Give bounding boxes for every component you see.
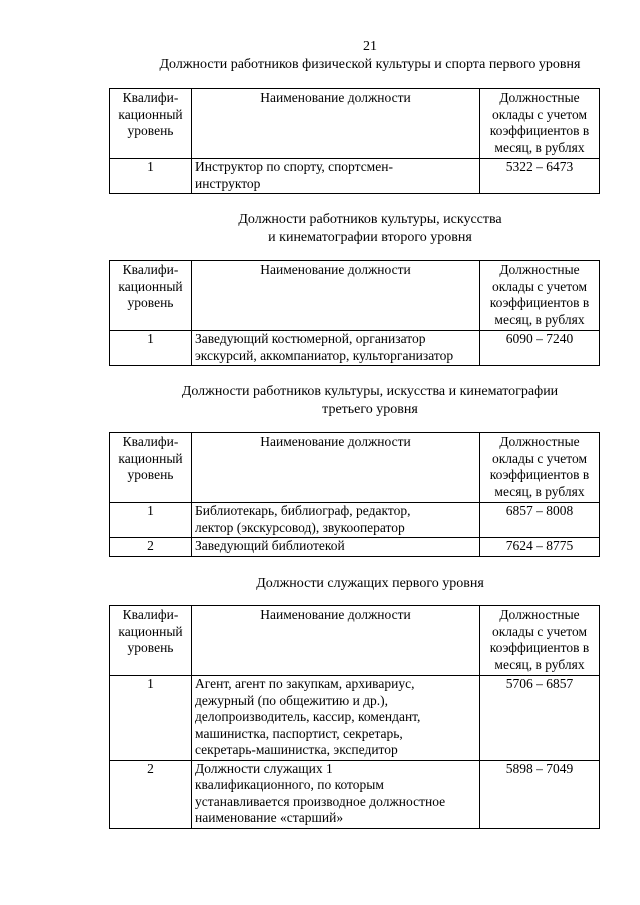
level-cell: 2 [110, 538, 192, 557]
table-row [110, 676, 600, 761]
header-name: Наименование должности [192, 606, 480, 676]
section-title [60, 56, 640, 74]
header-name: Наименование должности [192, 89, 480, 159]
salary-cell: 5322 – 6473 [480, 159, 600, 194]
salary-table [109, 88, 600, 194]
header-name: Наименование должности [192, 261, 480, 331]
salary-cell: 5898 – 7049 [480, 760, 600, 828]
header-name: Наименование должности [192, 433, 480, 503]
salary-cell: 6857 – 8008 [480, 503, 600, 538]
salary-cell: 6090 – 7240 [480, 331, 600, 366]
table-header-row [110, 261, 600, 331]
level-cell: 1 [110, 676, 192, 761]
section-title-line: третьего уровня [322, 402, 418, 417]
section-title [60, 383, 640, 419]
salary-table [109, 432, 600, 557]
table-row [110, 331, 600, 366]
section-title-line: Должности работников физической культуры и спорта первого уровня [159, 57, 581, 72]
header-salary: Должностные оклады с учетом коэффициентов в месяц, в рублях [480, 606, 600, 676]
table-header-row [110, 89, 600, 159]
section-title-line: Должности работников культуры, искусства [238, 212, 502, 227]
level-cell: 2 [110, 760, 192, 828]
level-cell: 1 [110, 331, 192, 366]
position-name-cell: Библиотекарь, библиограф, редактор, лектор (экскурсовод), звукооператор [192, 503, 480, 538]
table-row [110, 538, 600, 557]
position-name-cell: Агент, агент по закупкам, архивариус, дежурный (по общежитию и др.), делопроизводитель, кассир, комендант, машинистка, паспортист, секретарь, секретарь-машинистка, экспедитор [192, 676, 480, 761]
table-header-row [110, 606, 600, 676]
position-name-cell: Заведующий костюмерной, организатор экскурсий, аккомпаниатор, культорганизатор [192, 331, 480, 366]
position-name-cell: Должности служащих 1 квалификационного, по которым устанавливается производное должностное наименование «старший» [192, 760, 480, 828]
table-row [110, 159, 600, 194]
level-cell: 1 [110, 503, 192, 538]
header-salary: Должностные оклады с учетом коэффициентов в месяц, в рублях [480, 261, 600, 331]
header-salary: Должностные оклады с учетом коэффициентов в месяц, в рублях [480, 433, 600, 503]
section-title-line: Должности работников культуры, искусства и кинематографии [181, 384, 559, 399]
table-header-row [110, 433, 600, 503]
section-title [60, 211, 640, 247]
salary-table [109, 260, 600, 366]
section-title-line: Должности служащих первого уровня [256, 576, 484, 591]
level-cell: 1 [110, 159, 192, 194]
section-title [60, 575, 640, 593]
header-level: Квалифи- кационный уровень [110, 261, 192, 331]
header-level: Квалифи- кационный уровень [110, 89, 192, 159]
page-number: 21 [363, 39, 377, 54]
section-title-line: и кинематографии второго уровня [268, 230, 472, 245]
table-row [110, 503, 600, 538]
header-salary: Должностные оклады с учетом коэффициентов в месяц, в рублях [480, 89, 600, 159]
header-level: Квалифи- кационный уровень [110, 606, 192, 676]
position-name-cell: Заведующий библиотекой [192, 538, 480, 557]
salary-cell: 7624 – 8775 [480, 538, 600, 557]
header-level: Квалифи- кационный уровень [110, 433, 192, 503]
position-name-cell: Инструктор по спорту, спортсмен- инструктор [192, 159, 480, 194]
salary-cell: 5706 – 6857 [480, 676, 600, 761]
salary-table [109, 605, 600, 829]
table-row [110, 760, 600, 828]
